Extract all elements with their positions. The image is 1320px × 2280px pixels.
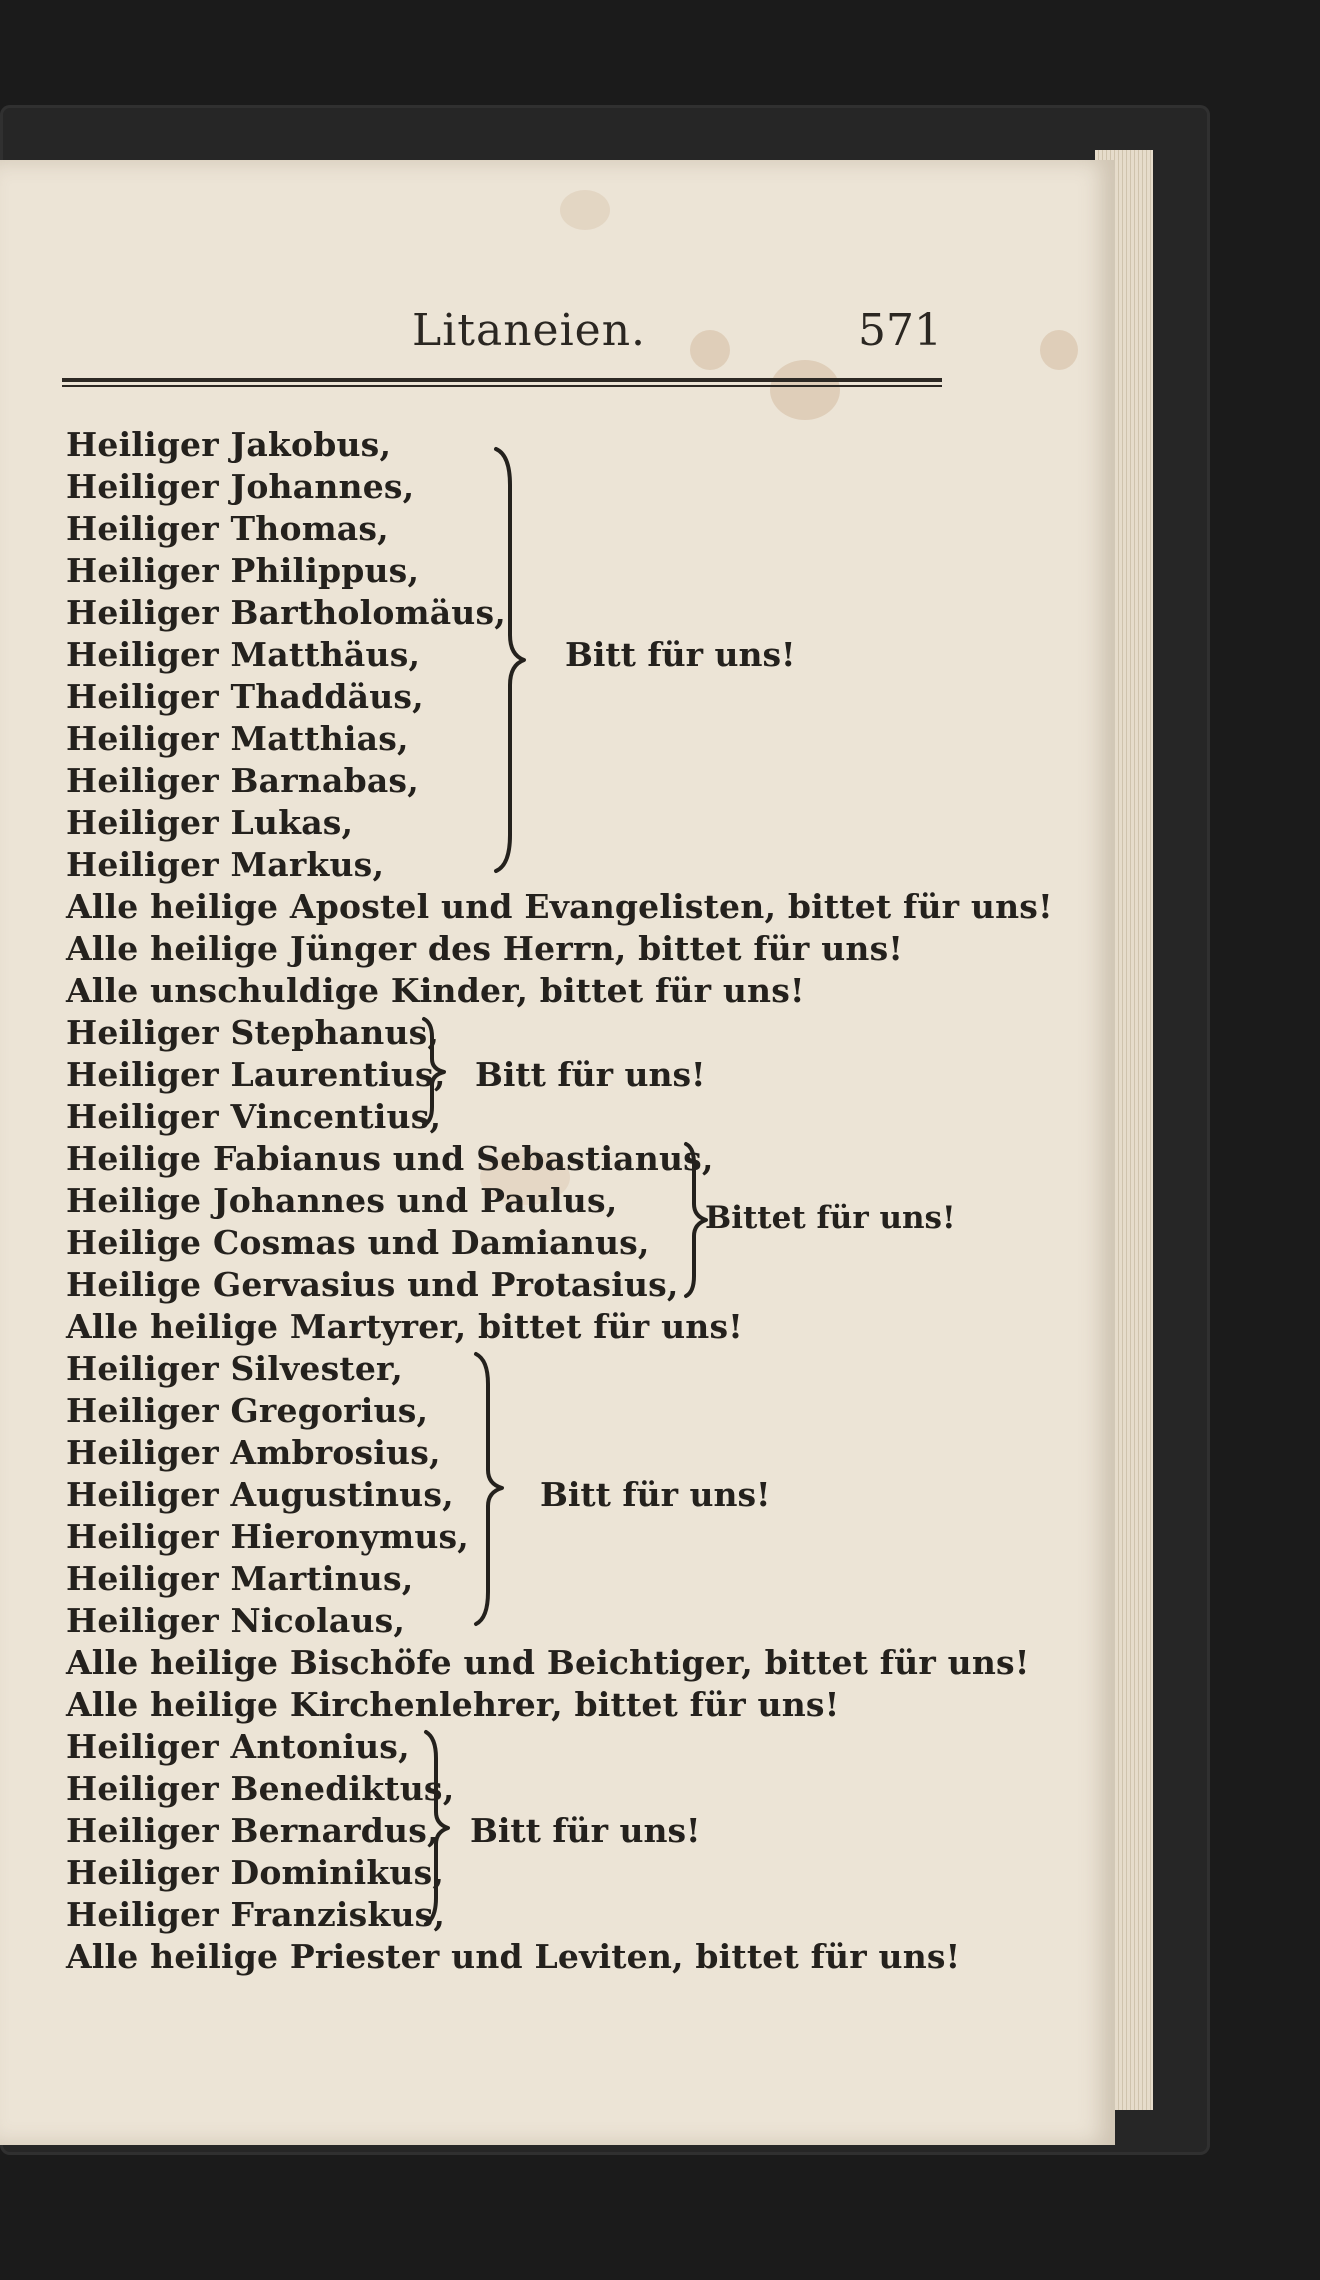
response-text: Bitt für uns! bbox=[475, 1055, 706, 1094]
running-title: Litaneien. bbox=[412, 305, 647, 356]
litany-line: Heiliger Thaddäus, bbox=[66, 677, 424, 716]
litany-line: Heiliger Bernardus, bbox=[66, 1811, 439, 1850]
litany-line: Heiliger Franziskus, bbox=[66, 1895, 446, 1934]
litany-line: Alle unschuldige Kinder, bittet für uns! bbox=[66, 971, 805, 1010]
curly-brace bbox=[490, 445, 530, 875]
litany-line: Heiliger Matthias, bbox=[66, 719, 409, 758]
litany-line: Heilige Johannes und Paulus, bbox=[66, 1181, 618, 1220]
litany-line: Heiliger Jakobus, bbox=[66, 425, 392, 464]
response-text: Bitt für uns! bbox=[565, 635, 796, 674]
litany-line: Heiliger Hieronymus, bbox=[66, 1517, 469, 1556]
litany-line: Heiliger Vincentius, bbox=[66, 1097, 442, 1136]
litany-line: Heiliger Benediktus, bbox=[66, 1769, 455, 1808]
litany-line: Heiliger Nicolaus, bbox=[66, 1601, 406, 1640]
litany-line: Heiliger Thomas, bbox=[66, 509, 389, 548]
litany-line: Heiliger Antonius, bbox=[66, 1727, 410, 1766]
curly-brace bbox=[420, 1728, 456, 1928]
litany-line: Heiliger Stephanus, bbox=[66, 1013, 440, 1052]
response-text: Bitt für uns! bbox=[540, 1475, 771, 1514]
litany-line: Heiliger Matthäus, bbox=[66, 635, 421, 674]
page-header bbox=[62, 305, 942, 375]
response-text: Bitt für uns! bbox=[470, 1811, 701, 1850]
litany-line: Heilige Cosmas und Damianus, bbox=[66, 1223, 650, 1262]
litany-line: Heilige Gervasius und Protasius, bbox=[66, 1265, 679, 1304]
curly-brace bbox=[470, 1350, 510, 1630]
litany-line: Heiliger Laurentius, bbox=[66, 1055, 446, 1094]
litany-line: Alle heilige Bischöfe und Beichtiger, bittet für uns! bbox=[66, 1643, 1030, 1682]
litany-line: Heiliger Martinus, bbox=[66, 1559, 414, 1598]
litany-line: Heiliger Johannes, bbox=[66, 467, 415, 506]
litany-line: Heiliger Bartholomäus, bbox=[66, 593, 506, 632]
litany-line: Alle heilige Priester und Leviten, bittet für uns! bbox=[66, 1937, 961, 1976]
litany-line: Alle heilige Kirchenlehrer, bittet für uns! bbox=[66, 1685, 840, 1724]
page-number: 571 bbox=[858, 305, 942, 356]
litany-line: Alle heilige Martyrer, bittet für uns! bbox=[66, 1307, 743, 1346]
header-rule-thin bbox=[62, 385, 942, 387]
curly-brace bbox=[418, 1015, 452, 1130]
litany-line: Heiliger Silvester, bbox=[66, 1349, 403, 1388]
litany-line: Heiliger Dominikus, bbox=[66, 1853, 445, 1892]
response-text: Bittet für uns! bbox=[705, 1200, 956, 1236]
litany-line: Heiliger Ambrosius, bbox=[66, 1433, 441, 1472]
litany-line: Heilige Fabianus und Sebastianus, bbox=[66, 1139, 714, 1178]
litany-line: Heiliger Markus, bbox=[66, 845, 385, 884]
litany-line: Alle heilige Apostel und Evangelisten, bittet für uns! bbox=[66, 887, 1053, 926]
litany-line: Alle heilige Jünger des Herrn, bittet für uns! bbox=[66, 929, 904, 968]
litany-line: Heiliger Lukas, bbox=[66, 803, 354, 842]
litany-line: Heiliger Barnabas, bbox=[66, 761, 419, 800]
litany-line: Heiliger Augustinus, bbox=[66, 1475, 454, 1514]
litany-line: Heiliger Philippus, bbox=[66, 551, 420, 590]
header-rule bbox=[62, 378, 942, 382]
litany-line: Heiliger Gregorius, bbox=[66, 1391, 429, 1430]
